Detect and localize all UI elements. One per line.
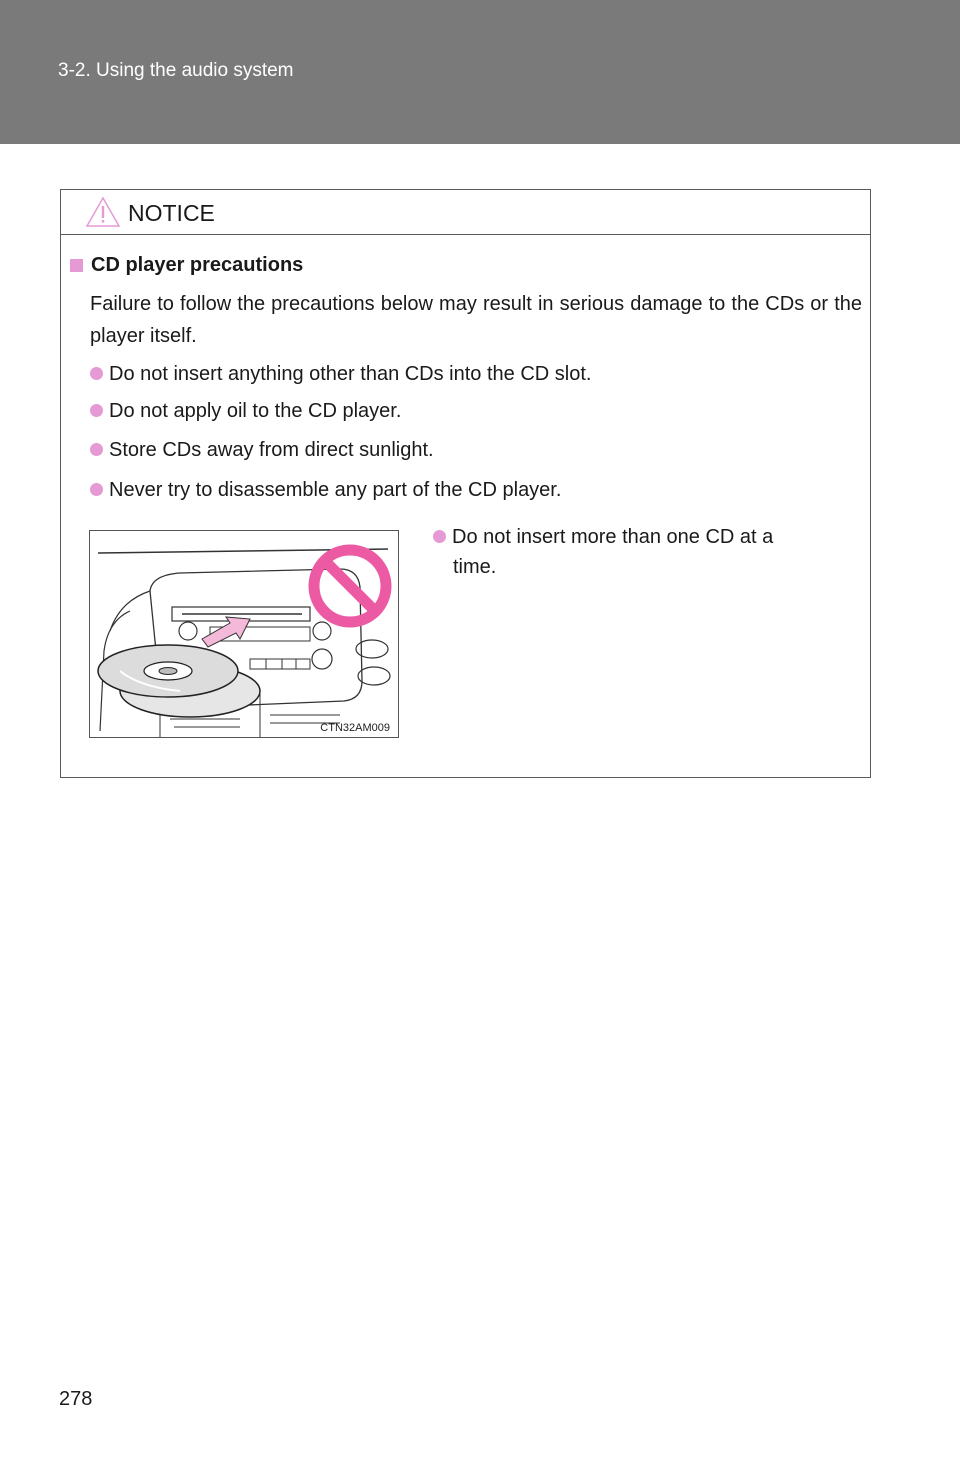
warning-triangle-icon: [85, 196, 121, 228]
circle-bullet-icon: [90, 404, 103, 417]
side-bullet-text-line2: time.: [453, 556, 497, 578]
bullet-item: [90, 476, 561, 504]
section-title: 3-2. Using the audio system: [58, 60, 294, 81]
bullet-text: Do not insert anything other than CDs into the CD slot.: [109, 363, 592, 385]
cd-insertion-illustration: [89, 530, 399, 738]
section-heading: [70, 254, 303, 277]
prohibited-sign-icon: [314, 550, 386, 622]
bullet-text: Store CDs away from direct sunlight.: [109, 439, 434, 461]
section-heading-text: CD player precautions: [91, 254, 304, 276]
circle-bullet-icon: [90, 483, 103, 496]
side-bullet-text-line1: Do not insert more than one CD at a: [452, 526, 774, 548]
notice-header: [61, 190, 870, 235]
cd-player-drawing: [90, 531, 398, 737]
intro-paragraph: Failure to follow the precautions below may result in serious damage to the CDs or the player itself.: [90, 293, 862, 347]
square-bullet-icon: [70, 259, 83, 272]
notice-title: NOTICE: [128, 200, 215, 226]
page-number: 278: [59, 1388, 93, 1410]
bullet-text: Never try to disassemble any part of the CD player.: [109, 479, 562, 501]
circle-bullet-icon: [90, 443, 103, 456]
circle-bullet-icon: [433, 530, 446, 543]
bullet-item: [90, 397, 401, 425]
bullet-item: [90, 436, 434, 464]
figure-code: CTN32AM009: [320, 722, 390, 734]
notice-box: [60, 189, 871, 778]
bullet-text: Do not apply oil to the CD player.: [109, 400, 402, 422]
side-bullet-item: [433, 522, 857, 582]
circle-bullet-icon: [90, 367, 103, 380]
header-band: [0, 0, 960, 144]
bullet-item: [90, 360, 591, 388]
